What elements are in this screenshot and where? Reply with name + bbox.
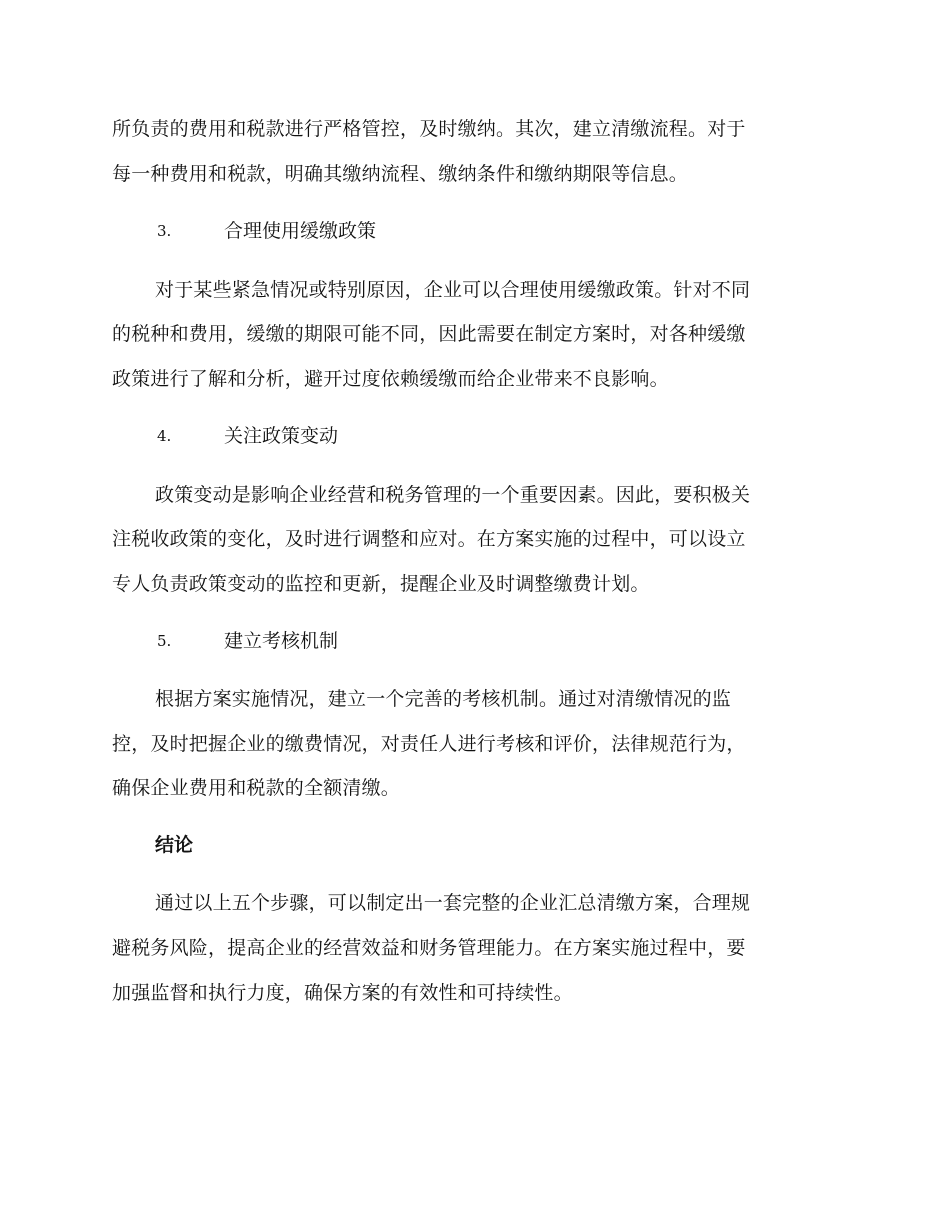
item-4-number: 4. xyxy=(157,427,172,445)
item-5-line-3: 确保企业费用和税款的全额清缴。 xyxy=(112,777,401,799)
item-4-title: 关注政策变动 xyxy=(224,425,339,447)
intro-line-1: 所负责的费用和税款进行严格管控，及时缴纳。其次，建立清缴流程。对于 xyxy=(112,118,746,140)
item-4-line-1: 政策变动是影响企业经营和税务管理的一个重要因素。因此，要积极关 xyxy=(155,484,751,506)
conclusion-heading: 结论 xyxy=(155,834,194,856)
item-3-line-1: 对于某些紧急情况或特别原因，企业可以合理使用缓缴政策。针对不同 xyxy=(155,279,751,301)
item-3-title: 合理使用缓缴政策 xyxy=(224,220,377,242)
item-5-line-1: 根据方案实施情况，建立一个完善的考核机制。通过对清缴情况的监 xyxy=(155,688,732,710)
item-3-number: 3. xyxy=(157,222,172,240)
item-4-line-3: 专人负责政策变动的监控和更新，提醒企业及时调整缴费计划。 xyxy=(112,573,650,595)
item-4-line-2: 注税收政策的变化，及时进行调整和应对。在方案实施的过程中，可以设立 xyxy=(112,528,746,550)
conclusion-line-3: 加强监督和执行力度，确保方案的有效性和可持续性。 xyxy=(112,982,573,1004)
conclusion-line-1: 通过以上五个步骤，可以制定出一套完整的企业汇总清缴方案，合理规 xyxy=(155,892,751,914)
item-3-line-2: 的税种和费用，缓缴的期限可能不同，因此需要在制定方案时，对各种缓缴 xyxy=(112,323,746,345)
intro-line-2: 每一种费用和税款，明确其缴纳流程、缴纳条件和缴纳期限等信息。 xyxy=(112,163,689,185)
item-3-line-3: 政策进行了解和分析，避开过度依赖缓缴而给企业带来不良影响。 xyxy=(112,368,669,390)
conclusion-line-2: 避税务风险，提高企业的经营效益和财务管理能力。在方案实施过程中，要 xyxy=(112,937,746,959)
item-5-number: 5. xyxy=(157,632,172,650)
item-5-line-2: 控，及时把握企业的缴费情况，对责任人进行考核和评价，法律规范行为， xyxy=(112,733,746,755)
item-5-title: 建立考核机制 xyxy=(224,630,339,652)
